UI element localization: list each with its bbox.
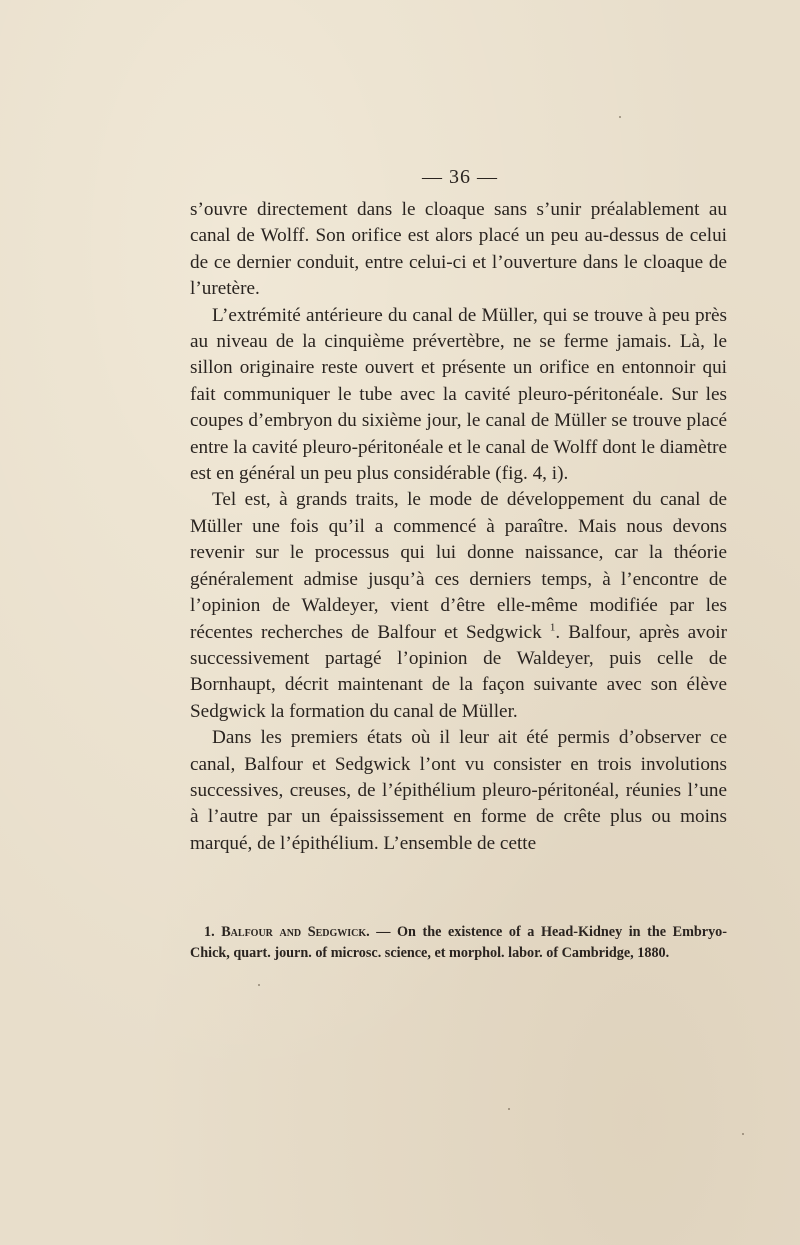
footnote-number: 1. <box>204 924 215 940</box>
page-number: — 36 — <box>422 166 498 188</box>
paper-speck <box>508 1108 510 1110</box>
paragraph-3 <box>190 487 727 725</box>
footnote-reference: 1 <box>549 621 556 634</box>
paper-speck <box>742 1133 744 1135</box>
paragraph-3-end: . <box>555 621 561 643</box>
paper-speck <box>258 984 260 986</box>
main-text <box>190 197 727 857</box>
paragraph-2: L’extrémité antérieure du canal de Müller, qui se trouve à peu près au niveau de la cinquième prévertèbre, ne se ferme jamais. Là, le sillon originaire reste ouvert et présente un orifice en entonnoir qui fait communiquer le tube avec la cavité pleuro-péritonéale. Sur les coupes d’embryon du sixième jour, le canal de Müller se trouve placé entre la cavité pleuro-péritonéale et le canal de Wolff dont le diamètre est en général un peu plus considérable (fig. 4, i). <box>190 304 727 485</box>
paragraph-3-text: Tel est, à grands traits, le mode de développement du canal de Müller une fois qu’il a commencé à paraître. Mais nous devons revenir sur le processus qui lui donne naissance, car la théorie généralement admise jusqu’à ces derniers temps, à l’encontre de l’opinion de Waldeyer, vient d’être elle-même modifiée par les récentes recherches de Balfour et Sedgwick <box>190 489 727 643</box>
footnote <box>190 922 727 963</box>
footnote-text: — On the existence of a Head-Kidney in the Embryo-Chick, quart. journ. of microsc. science, et morphol. labor. of Cambridge, 1880. <box>190 924 727 961</box>
footnote-authors: Balfour and Sedgwick. <box>221 924 370 940</box>
paragraph-5: Dans les premiers états où il leur ait été permis d’observer ce canal, Balfour et Sedgwick l’ont vu consister en trois involutions successives, creuses, de l’épithélium pleuro-péritonéal, réunies l’une à l’autre par un épaississement en forme de crête plus ou moins marqué, de l’épithélium. L’ensemble de cette <box>190 727 727 854</box>
paragraph-4-text: Balfour, après avoir successivement partagé l’opinion de Waldeyer, puis celle de Bornhaupt, décrit maintenant de la façon suivante avec son élève Sedgwick la formation du canal de Müller. <box>190 621 728 722</box>
paragraph-1: s’ouvre directement dans le cloaque sans s’unir préalablement au canal de Wolff. Son orifice est alors placé un peu au-dessus de celui de ce dernier conduit, entre celui-ci et l’ouverture dans le cloaque de l’uretère. <box>190 199 727 300</box>
paper-speck <box>619 116 621 118</box>
